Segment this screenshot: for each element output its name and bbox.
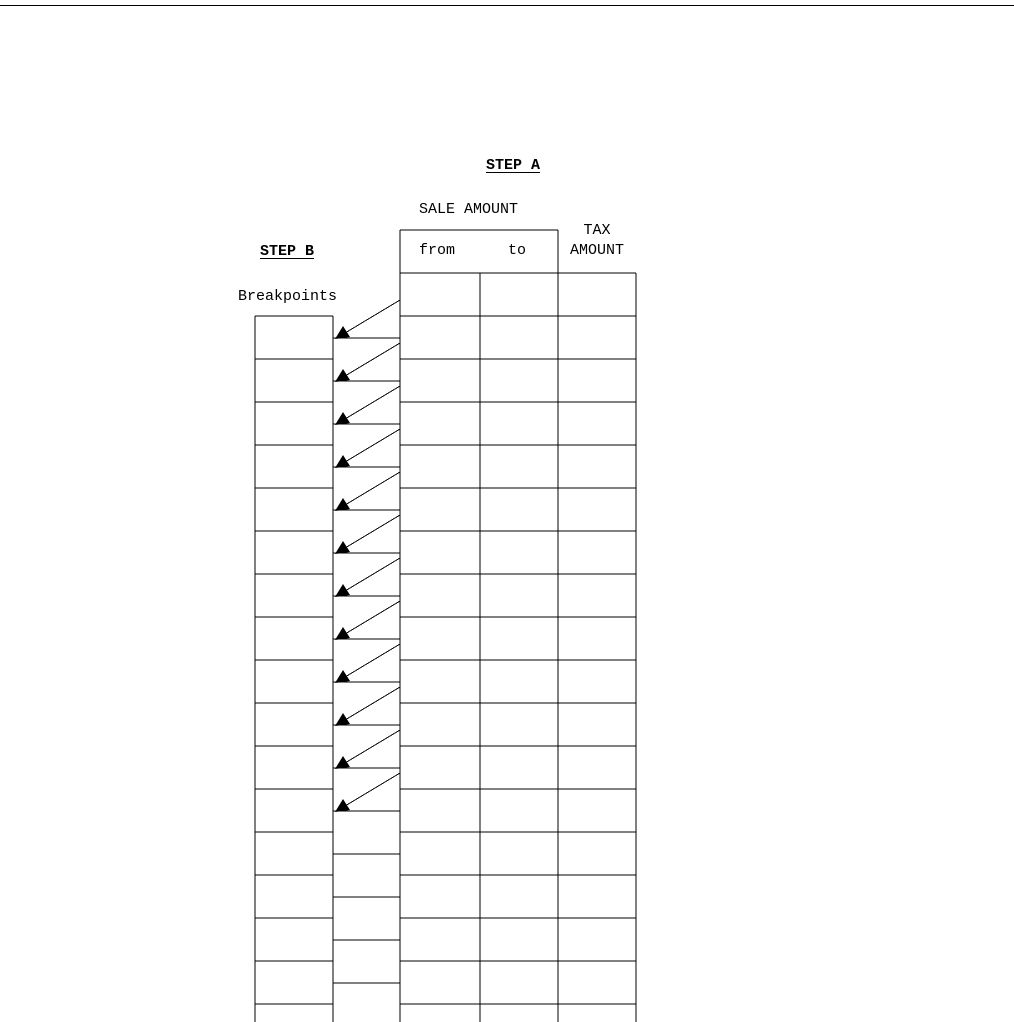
- arrow-shaft: [345, 773, 400, 806]
- arrowhead: [335, 369, 350, 382]
- tax-amount-header-line2: AMOUNT: [569, 242, 624, 259]
- arrow-shaft: [345, 730, 400, 763]
- to-column-header: to: [508, 242, 527, 259]
- arrow-shaft: [345, 300, 400, 333]
- arrow-shaft: [345, 644, 400, 677]
- arrow-shaft: [345, 601, 400, 634]
- arrowhead: [335, 326, 350, 339]
- arrowhead: [335, 412, 350, 425]
- arrowhead: [335, 541, 350, 554]
- arrow-shaft: [345, 558, 400, 591]
- arrow-shaft: [345, 429, 400, 462]
- arrow-shaft: [345, 386, 400, 419]
- step-b-title: STEP B: [260, 243, 315, 260]
- step-a-title: STEP A: [486, 157, 541, 174]
- arrowhead: [335, 627, 350, 640]
- arrowhead: [335, 799, 350, 812]
- arrowhead: [335, 670, 350, 683]
- arrow-shaft: [345, 687, 400, 720]
- tax-amount-header-line1: TAX: [583, 222, 611, 239]
- sale-amount-header: SALE AMOUNT: [419, 201, 519, 218]
- arrow-shaft: [345, 472, 400, 505]
- arrowhead: [335, 455, 350, 468]
- breakpoints-label: Breakpoints: [238, 288, 338, 305]
- arrowhead: [335, 713, 350, 726]
- arrow-shaft: [345, 515, 400, 548]
- from-column-header: from: [419, 242, 456, 259]
- arrowhead: [335, 584, 350, 597]
- arrowhead: [335, 756, 350, 769]
- arrowhead: [335, 498, 350, 511]
- arrow-shaft: [345, 343, 400, 376]
